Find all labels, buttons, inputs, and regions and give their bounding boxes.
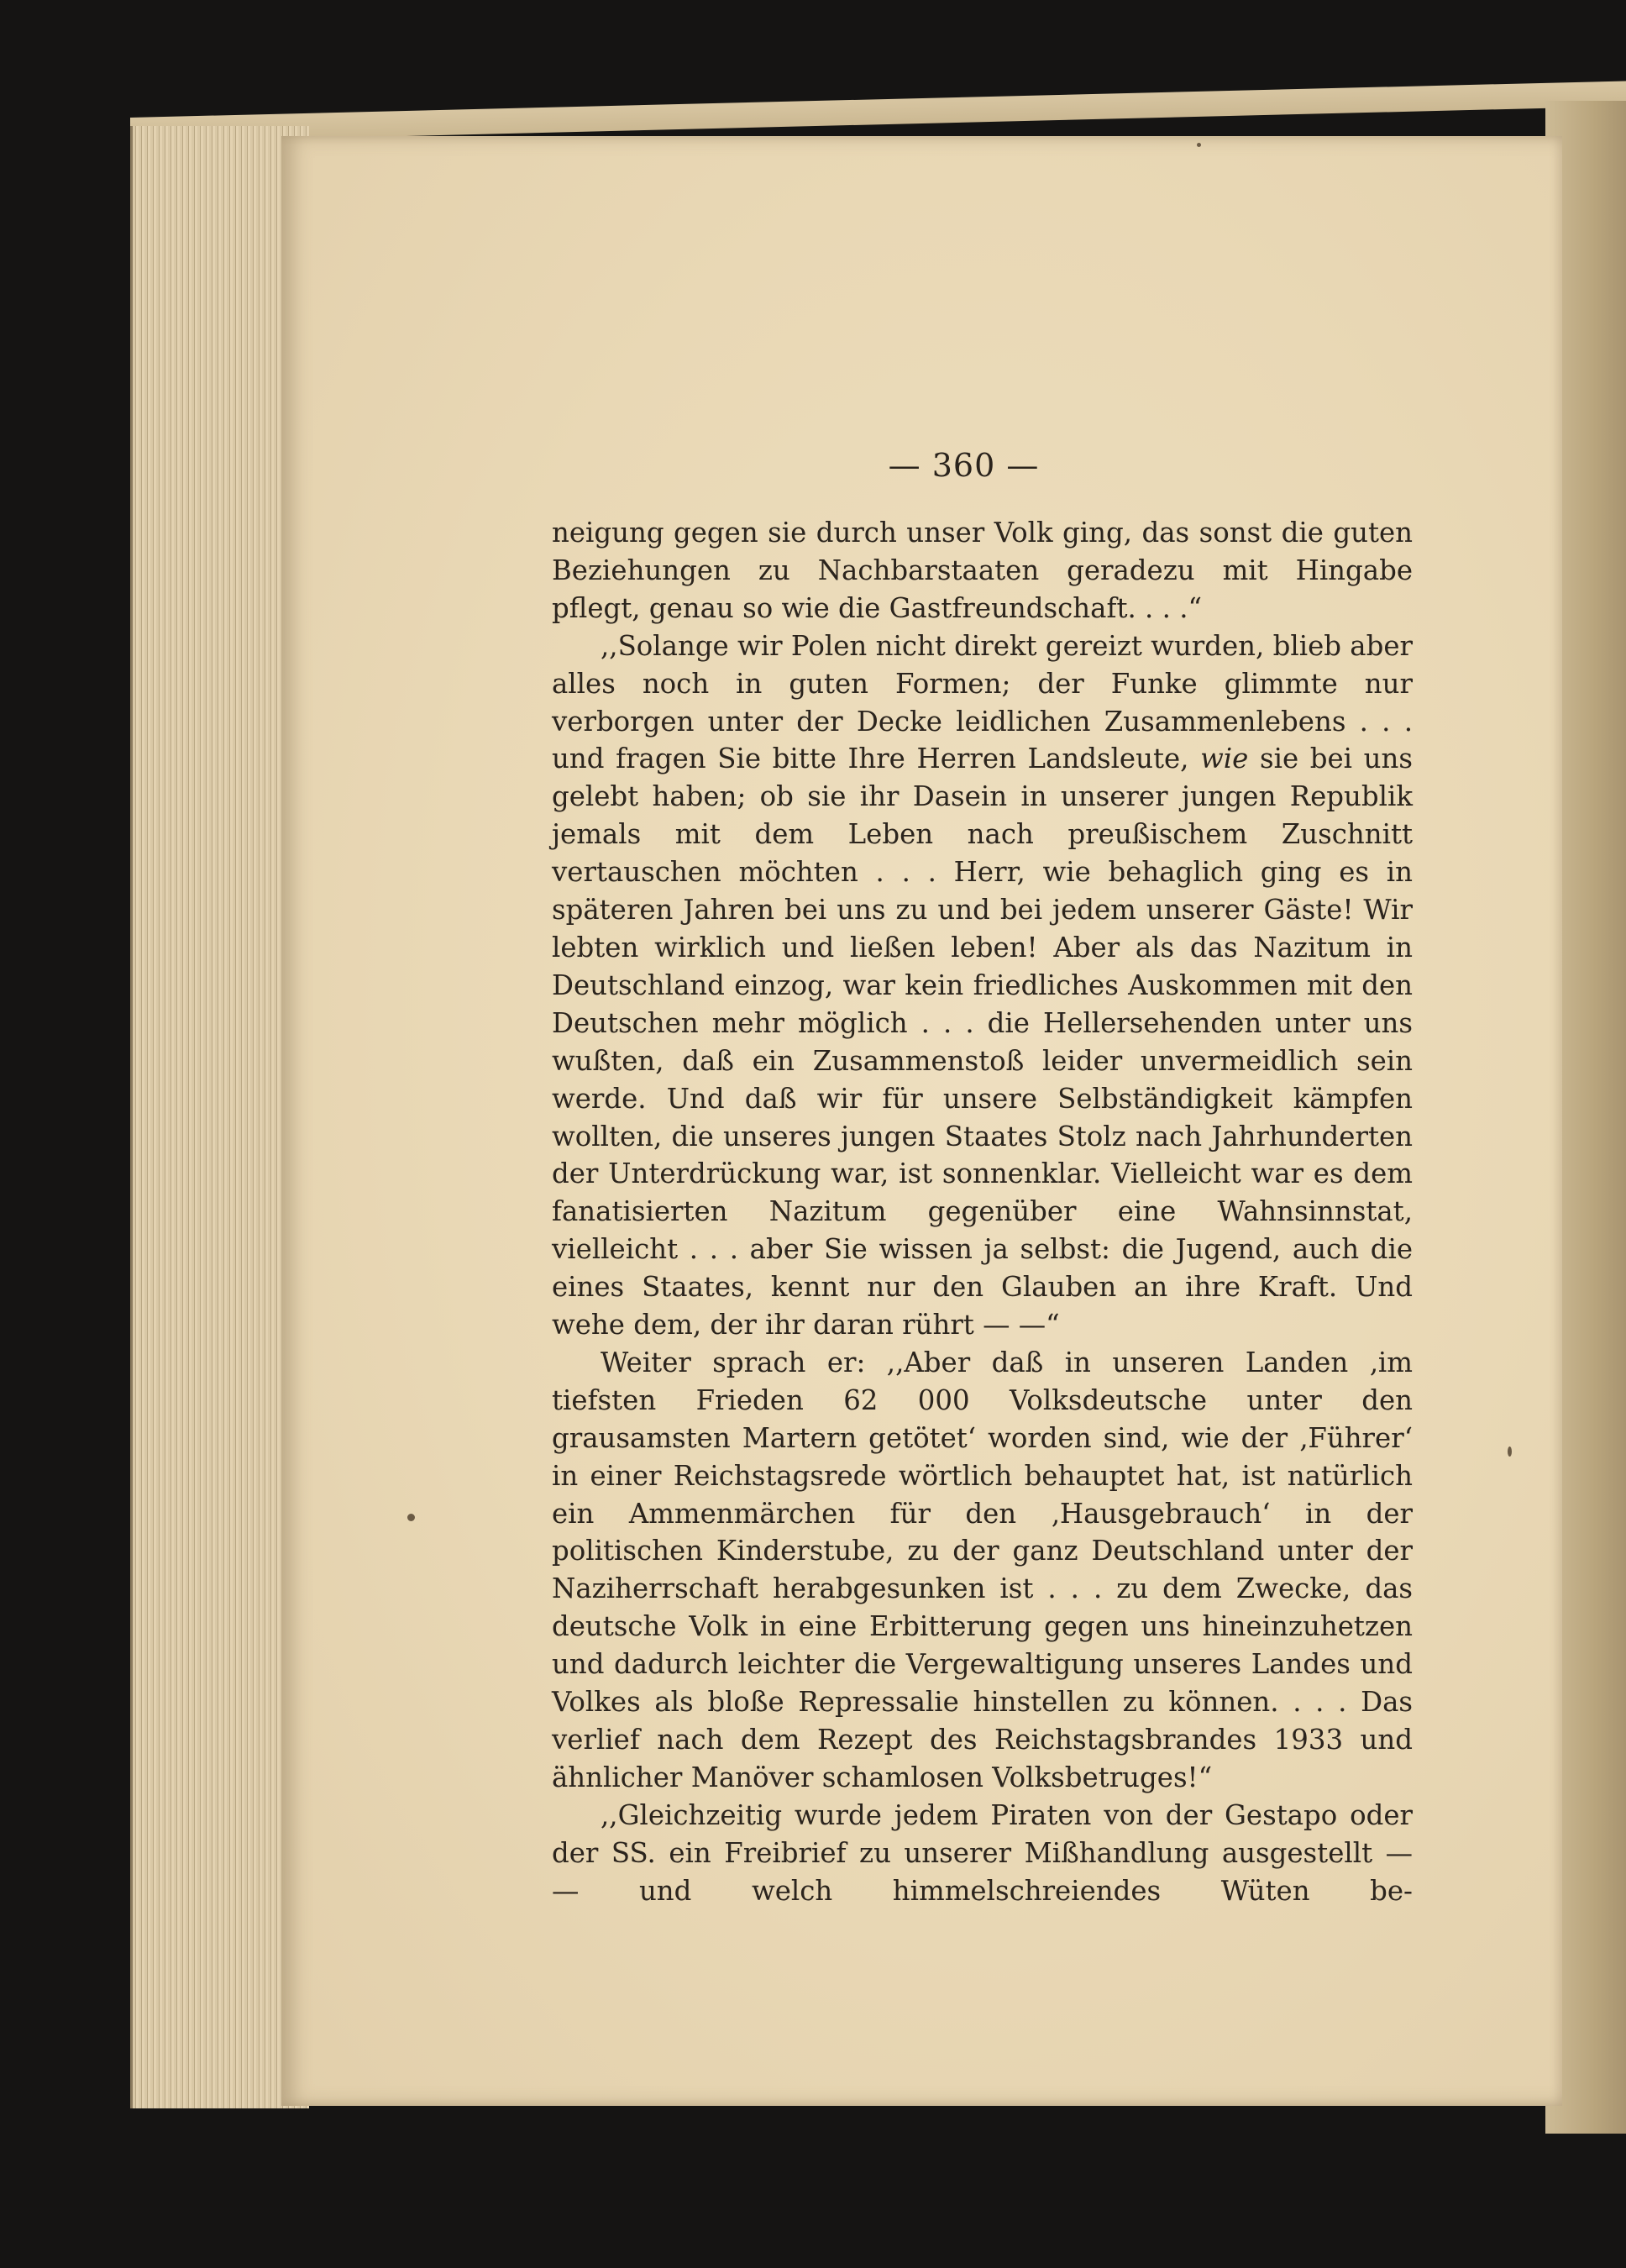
- paragraph-1: neigung gegen sie durch unser Volk ging, das sonst die guten Beziehungen zu Nachbarstaaten geradezu mit Hingabe pflegt, genau so wie die Gastfreundschaft. . . .“: [552, 517, 1413, 624]
- book-page: [281, 136, 1562, 2106]
- paragraph-4: ,,Gleichzeitig wurde jedem Piraten von der Gestapo oder der SS. ein Freibrief zu unserer Mißhandlung ausgestellt — — und welch himmelschreiendes Wüten be-: [552, 1798, 1413, 1907]
- paragraph-2-part-1: ,,Solange wir Polen nicht direkt gereizt wurden, blieb aber alles noch in guten Formen; der Funke glimmte nur verborgen unter der Decke leidlichen Zusammenlebens . . . und fragen Sie bitte Ihre Herren Landsleute,: [552, 629, 1413, 775]
- dust-speck: [407, 1514, 415, 1521]
- paragraph-2: [552, 627, 1413, 1344]
- paragraph-3: Weiter sprach er: ,,Aber daß in unseren Landen ‚im tiefsten Frieden 62 000 Volksdeutsche unter den grausamsten Martern getötet‘ worden sind, wie der ‚Führer‘ in einer Reichstagsrede wörtlich behauptet hat, ist natürlich ein Ammenmärchen für den ‚Hausgebrauch‘ in der politischen Kinderstube, zu der ganz Deutschland unter der Naziherrschaft herabgesunken ist . . . zu dem Zwecke, das deutsche Volk in eine Erbitterung gegen uns hineinzuhetzen und dadurch leichter die Vergewaltigung unseres Landes und Volkes als bloße Repressalie hinstellen zu können. . . . Das verlief nach dem Rezept des Reichstagsbrandes 1933 und ähnlicher Manöver schamlosen Volksbetruges!“: [552, 1346, 1413, 1793]
- paragraph-2-part-2: sie bei uns gelebt haben; ob sie ihr Dasein in unserer jungen Republik jemals mit dem Leben nach preußischem Zuschnitt vertauschen möchten . . . Herr, wie behaglich ging es in späteren Jahren bei uns zu und bei jedem unserer Gäste! Wir lebten wirklich und ließen leben! Aber als das Nazitum in Deutschland einzog, war kein friedliches Auskommen mit den Deutschen mehr möglich . . . die Hellersehenden unter uns wußten, daß ein Zusammenstoß leider unvermeidlich sein werde. Und daß wir für unsere Selbständigkeit kämpfen wollten, die unseres jungen Staates Stolz nach Jahrhunderten der Unterdrückung war, ist sonnenklar. Vielleicht war es dem fanatisierten Nazitum gegenüber eine Wahnsinnstat, vielleicht . . . aber Sie wissen ja selbst: die Jugend, auch die eines Staates, kennt nur den Glauben an ihre Kraft. Und wehe dem, der ihr daran rührt — —“: [552, 743, 1413, 1341]
- dust-speck: [1197, 143, 1201, 147]
- paragraph-2-emphasis: wie: [1200, 743, 1249, 775]
- book-cover-top-edge: [130, 81, 1626, 143]
- dust-speck: [1508, 1446, 1512, 1457]
- page-number: — 360 —: [888, 447, 1040, 484]
- body-text: [552, 514, 1413, 1910]
